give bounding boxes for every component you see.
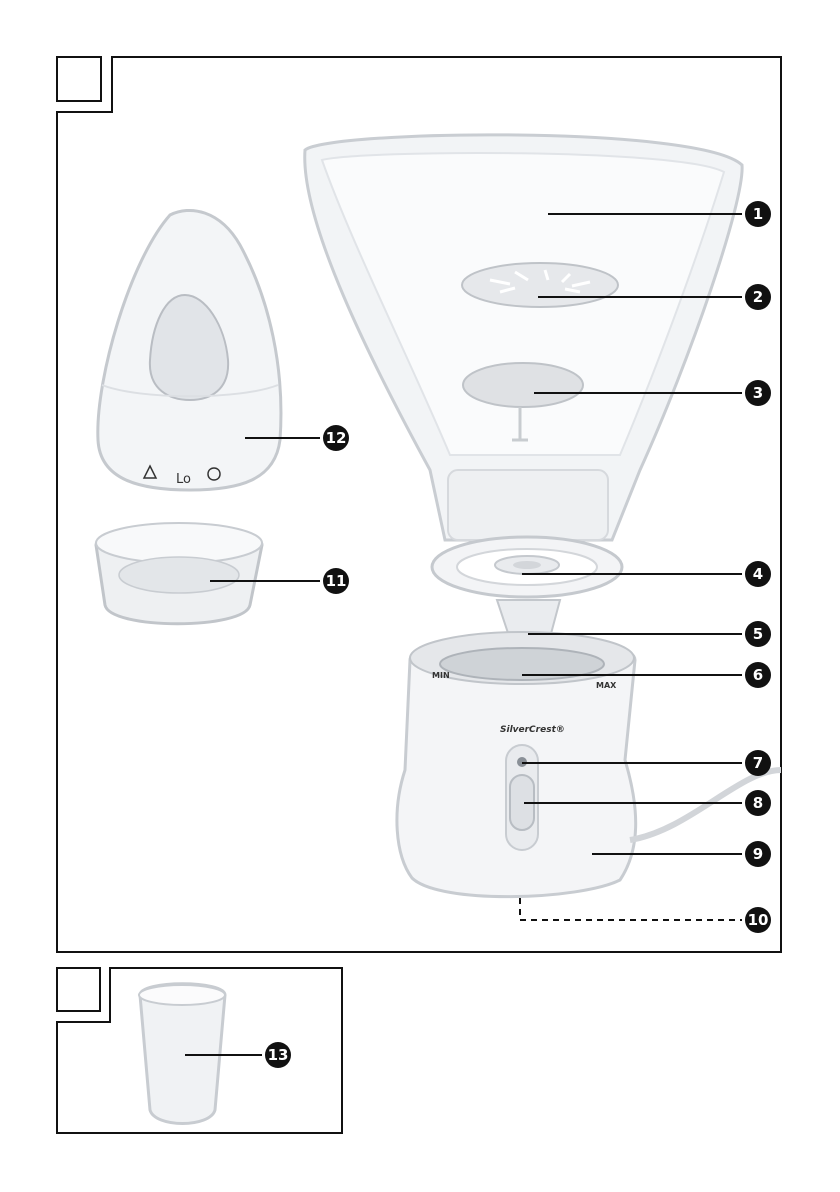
svg-text:1: 1 (752, 205, 764, 223)
svg-text:11: 11 (325, 572, 347, 590)
max-mark: MAX (596, 681, 617, 690)
callout-2 (745, 284, 771, 310)
mounting-ring-illustration (432, 537, 622, 597)
callout-4 (745, 561, 771, 587)
aroma-pad-illustration (462, 263, 618, 307)
svg-text:4: 4 (752, 565, 764, 583)
svg-text:12: 12 (325, 429, 347, 447)
svg-text:8: 8 (752, 794, 764, 812)
svg-text:3: 3 (752, 384, 764, 402)
callout-12 (323, 425, 349, 451)
svg-text:7: 7 (752, 754, 764, 772)
svg-text:6: 6 (752, 666, 764, 684)
callout-9 (745, 841, 771, 867)
face-mask-illustration (305, 135, 742, 540)
aroma-bowl-illustration (96, 523, 262, 624)
min-mark: MIN (432, 671, 450, 680)
callout-7 (745, 750, 771, 776)
brand-logo: SilverCrest® (500, 725, 565, 735)
protective-cover-illustration (98, 210, 281, 490)
callout-13 (265, 1042, 291, 1068)
measuring-cup-illustration (139, 984, 225, 1124)
callout-1 (745, 201, 771, 227)
callout-5 (745, 621, 771, 647)
lid-lo-label: Lo (176, 472, 191, 487)
callout-3 (745, 380, 771, 406)
callout-10 (745, 907, 771, 933)
svg-text:5: 5 (752, 625, 764, 643)
callout-11 (323, 568, 349, 594)
callout-6 (745, 662, 771, 688)
svg-text:13: 13 (267, 1046, 289, 1064)
svg-text:10: 10 (747, 911, 769, 929)
callout-8 (745, 790, 771, 816)
svg-text:2: 2 (752, 288, 764, 306)
svg-text:9: 9 (752, 845, 764, 863)
base-unit-illustration (397, 632, 781, 897)
